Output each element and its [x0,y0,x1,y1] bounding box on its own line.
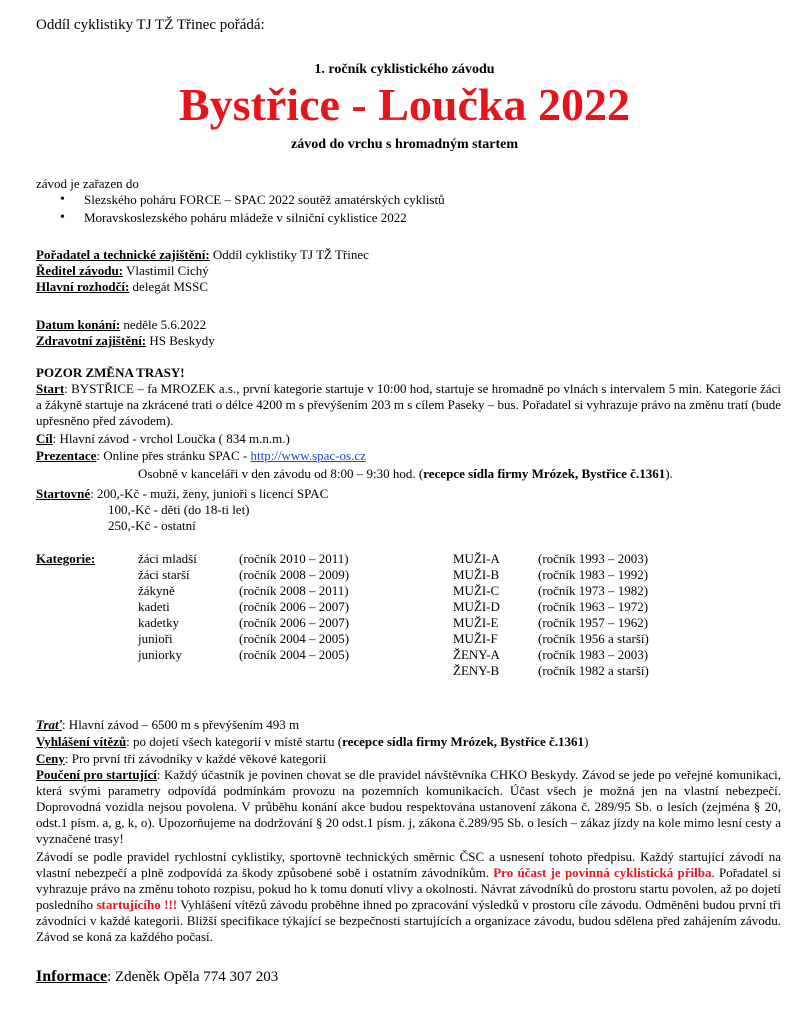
prizes-label: Ceny [36,751,65,766]
rules-text: . Pořadatel si vyhrazuje právo na změnu tohoto rozpisu, pokud ho k tomu donutí vlivy a okolnosti. Návrat závodníků do prostoru startu povolen, až po dojetí posledního [36,865,781,912]
category-name: MUŽI-B [453,567,500,582]
category-name: MUŽI-C [453,583,500,598]
table-row [453,599,649,615]
results-row [36,734,588,750]
table-row [138,615,349,631]
category-years: (ročník 2008 – 2011) [239,583,349,598]
date-row [36,317,206,333]
list-item: • Moravskoslezského poháru mládeže v silniční cyklistice 2022 [60,210,445,228]
finish-row [36,431,290,447]
spac-link[interactable]: http://www.spac-os.cz [250,448,366,463]
table-row [453,551,649,567]
start-paragraph [36,381,781,429]
finish-label: Cíl [36,431,53,446]
organizer-row [36,247,369,263]
office-bold: recepce sídla firmy Mrózek, Bystřice č.1361 [423,466,666,481]
contact-row [36,968,278,986]
category-years: (ročník 2010 – 2011) [239,551,349,566]
category-name: kadetky [138,615,180,630]
categories-right-table [453,551,649,679]
series-list [60,192,445,228]
contact-label: Informace [36,968,108,985]
categories-label: Kategorie: [36,551,96,566]
referee-value: delegát MSSC [132,279,209,294]
fee-label: Startovné [36,486,91,501]
page-title: Bystřice - Loučka 2022 [178,79,630,130]
table-row [138,583,349,599]
start-label: Start [36,381,65,396]
category-years: (ročník 1983 – 2003) [538,647,649,662]
start-text: : BYSTŘICE – fa MROZEK a.s., první kategorie startuje v 10:00 hod, startuje se hromadně po vlnách s intervalem 5 min. Kategorie žáci a žákyně startuje na zkrácené trati o délce 4200 m s převýšením 203 m s cílem Paseky – bus. Pořadatel si vyhrazuje právo na změnu tratí (bude upřesněno před závodem). [36,381,781,428]
category-name: juniorky [138,647,183,662]
category-name: žákyně [138,583,175,598]
rules-text: Závodí se podle pravidel rychlostní cyklistiky, sportovně technických směrnic ČSC a usnesení tohoto předpisu. Každý startující závodí na vlastní nebezpečí a plně zodpovídá za škody způsobené sobě i ostatním závodníkům. [36,849,781,880]
results-bold: recepce sídla firmy Mrózek, Bystřice č.1361 [342,734,585,749]
table-row [138,551,349,567]
category-years: (ročník 1982 a starší) [538,663,649,678]
prizes-row [36,751,326,767]
referee-label: Hlavní rozhodčí: [36,279,130,294]
category-years: (ročník 1963 – 1972) [538,599,649,614]
date-label: Datum konání: [36,317,121,332]
contact-text: : Zdeněk Opěla 774 307 203 [107,969,279,985]
category-years: (ročník 1983 – 1992) [538,567,649,582]
category-name: MUŽI-D [453,599,500,614]
table-row [453,583,649,599]
subtitle: závod do vrchu s hromadným startem [291,137,518,152]
organizer-line: Oddíl cyklistiky TJ TŽ Třinec pořádá: [36,17,265,33]
track-label: Trať [36,717,62,732]
presentation-label: Prezentace [36,448,97,463]
list-item: • Slezského poháru FORCE – SPAC 2022 soutěž amatérských cyklistů [60,192,445,210]
category-name: junioři [138,631,173,646]
fee-row [36,486,328,502]
date-value: neděle 5.6.2022 [123,317,207,332]
category-years: (ročník 1993 – 2003) [538,551,649,566]
fee-line: : 200,-Kč - muži, ženy, junioři s licencí SPAC [90,486,329,501]
categories-left-table [138,551,349,663]
table-row [453,647,649,663]
table-row [138,567,349,583]
table-row [138,599,349,615]
category-name: MUŽI-A [453,551,500,566]
last-rider-warning: startujícího !!! [96,897,178,912]
office-row [138,466,673,482]
category-years: (ročník 1956 a starší) [538,631,649,646]
instruction-text: : Každý účastník je povinen chovat se dle pravidel návštěvníka CHKO Beskydy. Závod se jede po veřejné komunikaci, která svými parametry odpovídá podmínkám provozu na pozemních komunikacích. Účast všech je možná jen na vlastní nebezpečí. Doprovodná vozidla nejsou povolena. V průběhu konání akce budou respektována ustanovení zákona č. 289/95 Sb. o lesích (zejména § 20, odst.1 písm. a, g, k, o). Upozorňujeme na dodržování § 20 odst.1 písm. j, zákona č.289/95 Sb. o lesích – zákaz jízdy na kole mimo lesní cesty a vyznačené trasy! [36,767,781,846]
category-name: MUŽI-F [453,631,498,646]
category-name: ŽENY-A [453,647,500,662]
rules-text: Vyhlášení vítězů závodu proběhne ihned po zpracování výsledků v prostoru cíle závodu. Odměněni budou první tři závodníci v každé kategorii. Bližší specifikace týkající se bezpečnosti startujících a organizace závodu, budou sdělena před zahájením závodu. Závod se koná za každého počasí. [36,897,781,944]
category-years: (ročník 1957 – 1962) [538,615,649,630]
fee-line: 250,-Kč - ostatní [108,518,196,533]
category-years: (ročník 2006 – 2007) [239,615,350,630]
rules-paragraph [36,849,781,945]
helmet-warning: Pro účast je povinná cyklistická přilba [493,865,712,880]
category-name: žáci mladší [138,551,197,566]
instruction-label: Poučení pro startující [36,767,157,782]
table-row [453,663,649,679]
edition-line: 1. ročník cyklistického závodu [314,62,495,77]
medical-row [36,333,215,349]
presentation-row [36,448,366,464]
table-row [453,615,649,631]
fee-line: 100,-Kč - děti (do 18-ti let) [108,502,250,517]
medical-label: Zdravotní zajištění: [36,333,147,348]
category-years: (ročník 2004 – 2005) [239,631,350,646]
director-value: Vlastimil Cichý [126,263,209,278]
medical-value: HS Beskydy [149,333,215,348]
category-name: kadeti [138,599,170,614]
referee-row [36,279,208,295]
track-text: : Hlavní závod – 6500 m s převýšením 493 m [61,717,300,732]
instruction-paragraph [36,767,781,847]
director-label: Ředitel závodu: [36,263,124,278]
category-name: žáci starší [138,567,190,582]
office-end: ). [665,466,673,481]
prizes-text: : Pro první tři závodníky v každé věkové kategorii [64,751,327,766]
category-years: (ročník 1973 – 1982) [538,583,649,598]
category-years: (ročník 2008 – 2009) [239,567,350,582]
table-row [138,631,349,647]
table-row [453,567,649,583]
director-row [36,263,209,279]
office-text: Osobně v kanceláři v den závodu od 8:00 – 9:30 hod. ( [138,466,424,481]
category-name: MUŽI-E [453,615,499,630]
category-name: ŽENY-B [453,663,500,678]
warning-heading: POZOR ZMĚNA TRASY! [36,365,185,380]
series-intro: závod je zařazen do [36,176,139,191]
table-row [138,647,349,663]
organizer-label: Pořadatel a technické zajištění: [36,247,210,262]
results-end: ) [584,734,589,749]
organizer-value: Oddíl cyklistiky TJ TŽ Třinec [212,247,369,262]
table-row [453,631,649,647]
results-text: : po dojetí všech kategorií v místě startu ( [126,734,343,749]
results-label: Vyhlášení vítězů [36,734,127,749]
category-years: (ročník 2006 – 2007) [239,599,350,614]
presentation-text: : Online přes stránku SPAC - [96,448,251,463]
finish-text: : Hlavní závod - vrchol Loučka ( 834 m.n.m.) [52,431,290,446]
category-years: (ročník 2004 – 2005) [239,647,350,662]
track-row [36,717,299,733]
